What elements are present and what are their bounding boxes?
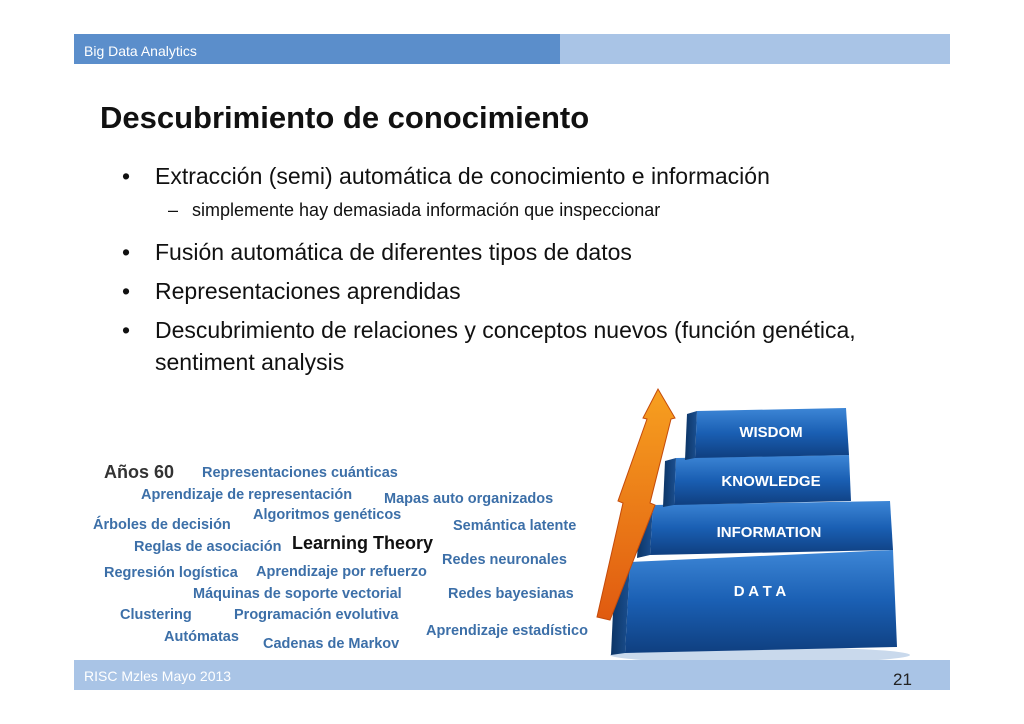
footer-label: RISC Mzles Mayo 2013 bbox=[84, 668, 232, 684]
sub-bullet-text: simplemente hay demasiada información que inspeccionar bbox=[192, 200, 661, 220]
pyramid-label-information: INFORMATION bbox=[716, 524, 822, 541]
header-bar-accent bbox=[560, 34, 950, 64]
cloud-term: Representaciones cuánticas bbox=[202, 465, 398, 481]
cloud-term: Redes neuronales bbox=[442, 552, 567, 568]
cloud-term: Reglas de asociación bbox=[134, 539, 282, 555]
bullet-item bbox=[122, 275, 882, 307]
sub-bullet-dash: – bbox=[168, 200, 179, 220]
pyramid-step-knowledge-side bbox=[663, 458, 676, 507]
cloud-term: Aprendizaje por refuerzo bbox=[256, 564, 427, 580]
cloud-term: Árboles de decisión bbox=[93, 517, 231, 533]
page-number: 21 bbox=[893, 670, 912, 689]
cloud-term: Aprendizaje de representación bbox=[141, 487, 353, 503]
cloud-term: Clustering bbox=[120, 607, 192, 623]
cloud-term: Regresión logística bbox=[104, 565, 238, 581]
bullet-item bbox=[122, 314, 882, 378]
pyramid-label-knowledge: KNOWLEDGE bbox=[721, 473, 821, 490]
cloud-term: Cadenas de Markov bbox=[263, 636, 400, 652]
bullet-dot: • bbox=[122, 317, 131, 343]
slide-title: Descubrimiento de conocimiento bbox=[100, 100, 590, 135]
bullet-text: Descubrimiento de relaciones y conceptos nuevos (función genética, sentiment analysis bbox=[155, 317, 856, 375]
bullet-item bbox=[122, 236, 882, 268]
sub-bullet-item bbox=[122, 197, 882, 223]
bullet-list bbox=[122, 160, 882, 385]
bullet-dot: • bbox=[122, 278, 131, 304]
bullet-dot: • bbox=[122, 239, 131, 265]
pyramid-step-data bbox=[625, 550, 897, 653]
header-title: Big Data Analytics bbox=[84, 43, 197, 59]
bullet-text: Extracción (semi) automática de conocimiento e información bbox=[155, 163, 770, 189]
cloud-term: Autómatas bbox=[164, 629, 239, 645]
cloud-term: Algoritmos genéticos bbox=[253, 507, 402, 523]
cloud-term: Máquinas de soporte vectorial bbox=[193, 586, 402, 602]
bullet-text: Fusión automática de diferentes tipos de datos bbox=[155, 239, 632, 265]
cloud-term: Redes bayesianas bbox=[448, 586, 574, 602]
pyramid-step-wisdom-side bbox=[685, 411, 697, 460]
bullet-item bbox=[122, 160, 882, 192]
cloud-year-label: Años 60 bbox=[104, 462, 175, 482]
bullet-text: Representaciones aprendidas bbox=[155, 278, 461, 304]
cloud-term: Programación evolutiva bbox=[234, 607, 399, 623]
cloud-center-label: Learning Theory bbox=[292, 533, 434, 553]
cloud-term: Semántica latente bbox=[453, 518, 577, 534]
pyramid-label-data: D A T A bbox=[733, 583, 787, 600]
dikw-pyramid-graphic bbox=[585, 385, 915, 665]
bullet-dot: • bbox=[122, 163, 131, 189]
pyramid-label-wisdom: WISDOM bbox=[739, 424, 803, 441]
cloud-term: Aprendizaje estadístico bbox=[426, 623, 588, 639]
cloud-term: Mapas auto organizados bbox=[384, 491, 554, 507]
